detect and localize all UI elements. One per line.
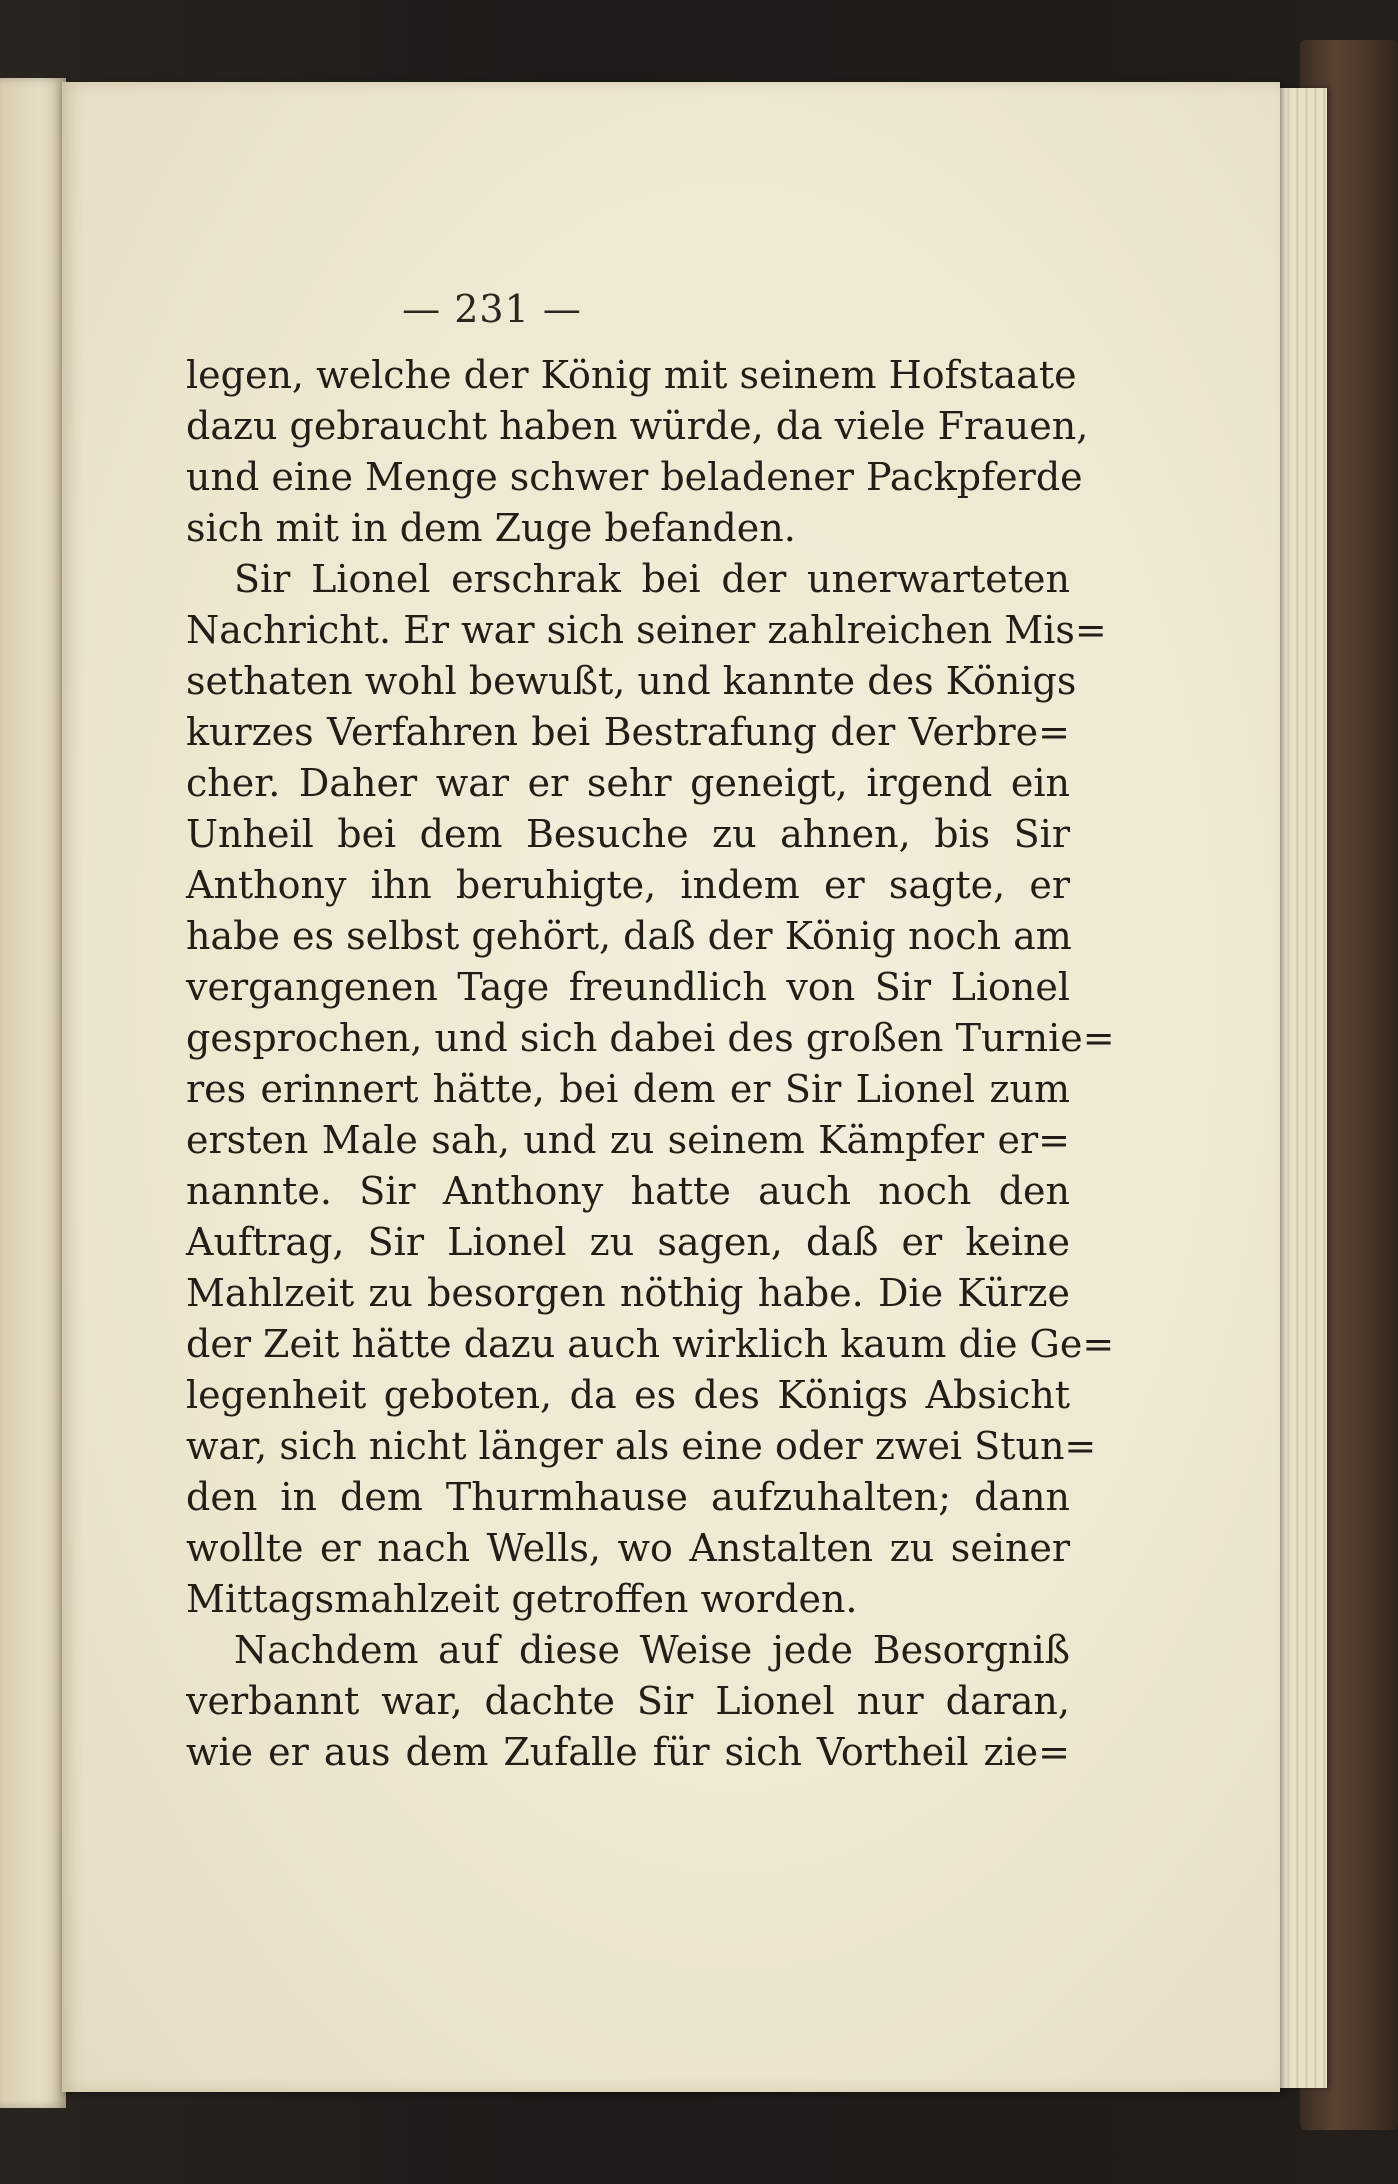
text-line: Mahlzeit zu besorgen nöthig habe. Die Kürze — [186, 1271, 1070, 1315]
text-line: Sir Lionel erschrak bei der unerwarteten — [234, 557, 1070, 601]
text-line: kurzes Verfahren bei Bestrafung der Verbre= — [186, 710, 1070, 754]
text-line: dazu gebraucht haben würde, da viele Frauen, — [186, 404, 1089, 448]
text-line: cher. Daher war er sehr geneigt, irgend ein — [186, 761, 1070, 805]
text-line: war, sich nicht länger als eine oder zwei Stun= — [186, 1424, 1097, 1468]
text-line: Nachricht. Er war sich seiner zahlreichen Mis= — [186, 608, 1107, 652]
text-line: ersten Male sah, und zu seinem Kämpfer er= — [186, 1118, 1070, 1162]
text-line: vergangenen Tage freundlich von Sir Lionel — [186, 965, 1070, 1009]
text-line: Anthony ihn beruhigte, indem er sagte, er — [186, 863, 1070, 907]
page-number: — 231 — — [402, 287, 582, 331]
text-line: wie er aus dem Zufalle für sich Vortheil zie= — [186, 1730, 1070, 1774]
text-line: res erinnert hätte, bei dem er Sir Lionel zum — [186, 1067, 1070, 1111]
text-line: wollte er nach Wells, wo Anstalten zu seiner — [186, 1526, 1070, 1570]
book-page — [62, 82, 1280, 2092]
text-line: Auftrag, Sir Lionel zu sagen, daß er keine — [186, 1220, 1070, 1264]
text-line: den in dem Thurmhause aufzuhalten; dann — [186, 1475, 1070, 1519]
page-text — [186, 350, 1115, 1778]
text-line: habe es selbst gehört, daß der König noch am — [186, 914, 1072, 958]
text-line: legen, welche der König mit seinem Hofstaate — [186, 353, 1077, 397]
text-line: legenheit geboten, da es des Königs Absicht — [186, 1373, 1070, 1417]
text-line: Unheil bei dem Besuche zu ahnen, bis Sir — [186, 812, 1070, 856]
text-line: sethaten wohl bewußt, und kannte des Königs — [186, 659, 1077, 703]
text-line: gesprochen, und sich dabei des großen Turnie= — [186, 1016, 1115, 1060]
text-line: und eine Menge schwer beladener Packpferde — [186, 455, 1083, 499]
text-line: nannte. Sir Anthony hatte auch noch den — [186, 1169, 1070, 1213]
text-line: der Zeit hätte dazu auch wirklich kaum die Ge= — [186, 1322, 1115, 1366]
text-line: sich mit in dem Zuge befanden. — [186, 506, 796, 550]
text-line: verbannt war, dachte Sir Lionel nur daran, — [186, 1679, 1070, 1723]
text-line: Mittagsmahlzeit getroffen worden. — [186, 1577, 858, 1621]
text-line: Nachdem auf diese Weise jede Besorgniß — [234, 1628, 1070, 1672]
previous-page-edge — [0, 78, 66, 2108]
